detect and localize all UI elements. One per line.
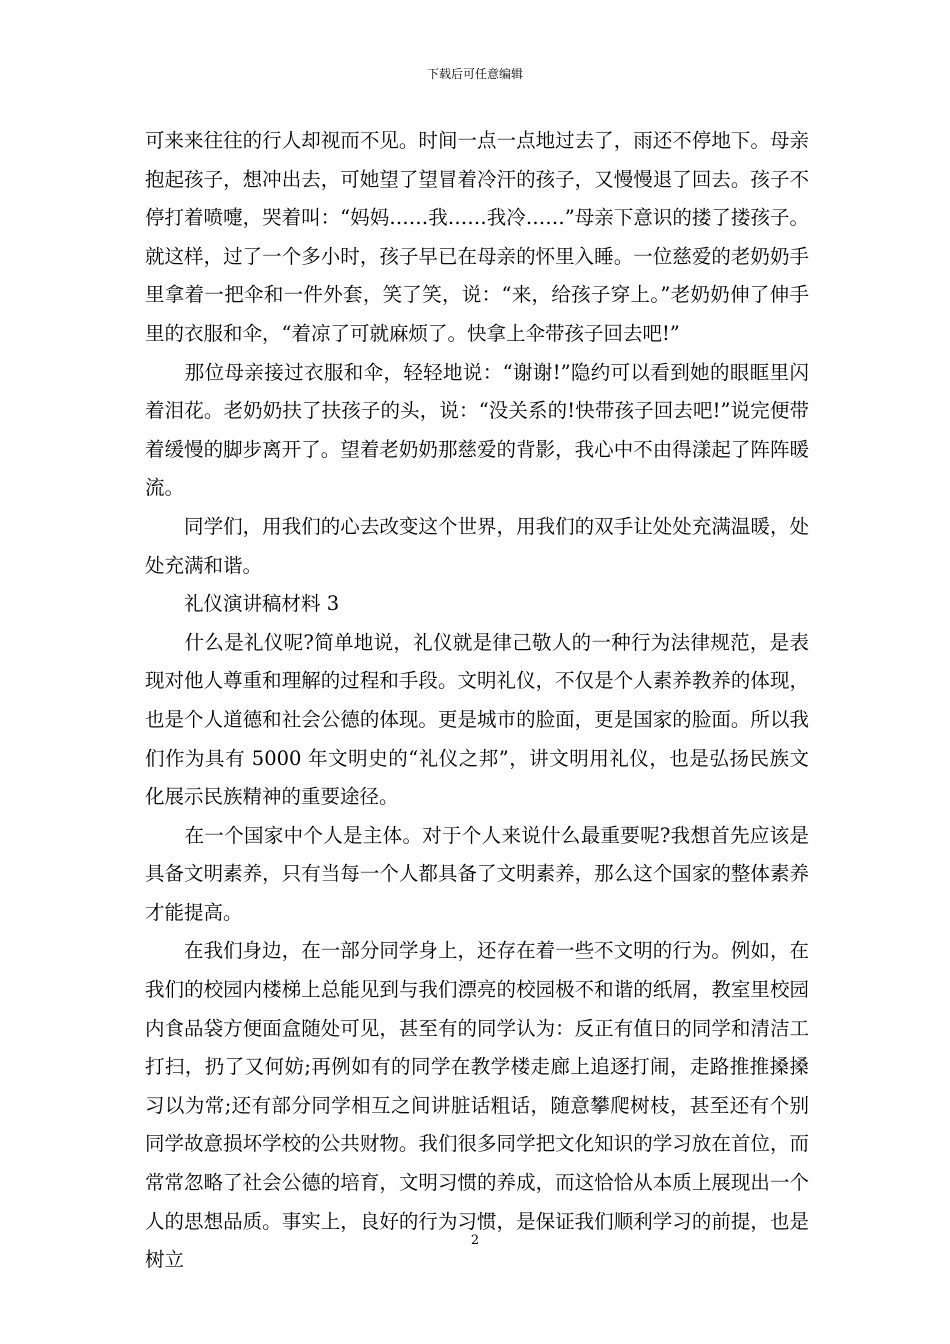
document-body bbox=[145, 122, 809, 1280]
page-header: 下载后可任意编辑 bbox=[426, 67, 523, 81]
paragraph-1: 可来来往往的行人却视而不见。时间一点一点地过去了，雨还不停地下。母亲抱起孩子，想冲出去，可她望了望冒着冷汗的孩子，又慢慢退了回去。孩子不停打着喷嚏，哭着叫：“妈妈……我……我冷……”母亲下意识的搂了搂孩子。就这样，过了一个多小时，孩子早已在母亲的怀里入睡。一位慈爱的老奶奶手里拿着一把伞和一件外套，笑了笑，说：“来，给孩子穿上。”老奶奶伸了伸手里的衣服和伞，“着凉了可就麻烦了。快拿上伞带孩子回去吧!” bbox=[145, 129, 809, 345]
section-heading: 礼仪演讲稿材料 3 bbox=[145, 592, 340, 616]
page-number: 2 bbox=[470, 1233, 480, 1248]
paragraph-3: 同学们，用我们的心去改变这个世界，用我们的双手让处处充满温暖，处处充满和谐。 bbox=[145, 514, 809, 577]
paragraph-5: 在一个国家中个人是主体。对于个人来说什么最重要呢?我想首先应该是具备文明素养，只有当每一个人都具备了文明素养，那么这个国家的整体素养才能提高。 bbox=[145, 823, 809, 924]
paragraph-2: 那位母亲接过衣服和伞，轻轻地说：“谢谢!”隐约可以看到她的眼眶里闪着泪花。老奶奶扶了扶孩子的头，说：“没关系的!快带孩子回去吧!”说完便带着缓慢的脚步离开了。望着老奶奶那慈爱的背影，我心中不由得漾起了阵阵暖流。 bbox=[145, 360, 809, 500]
paragraph-6: 在我们身边，在一部分同学身上，还存在着一些不文明的行为。例如，在我们的校园内楼梯上总能见到与我们漂亮的校园极不和谐的纸屑，教室里校园内食品袋方便面盒随处可见，甚至有的同学认为：反正有值日的同学和清洁工打扫，扔了又何妨;再例如有的同学在教学楼走廊上追逐打闹，走路推推搡搡习以为常;还有部分同学相互之间讲脏话粗话，随意攀爬树枝，甚至还有个别同学故意损坏学校的公共财物。我们很多同学把文化知识的学习放在首位，而常常忽略了社会公德的培育，文明习惯的养成，而这恰恰从本质上展现出一个人的思想品质。事实上，良好的行为习惯，是保证我们顺利学习的前提，也是树立 bbox=[145, 939, 809, 1272]
paragraph-4: 什么是礼仪呢?简单地说，礼仪就是律己敬人的一种行为法律规范，是表现对他人尊重和理解的过程和手段。文明礼仪，不仅是个人素养教养的体现，也是个人道德和社会公德的体现。更是城市的脸面，更是国家的脸面。所以我们作为具有 5000 年文明史的“礼仪之邦”，讲文明用礼仪，也是弘扬民族文化展示民族精神的重要途径。 bbox=[145, 630, 809, 809]
